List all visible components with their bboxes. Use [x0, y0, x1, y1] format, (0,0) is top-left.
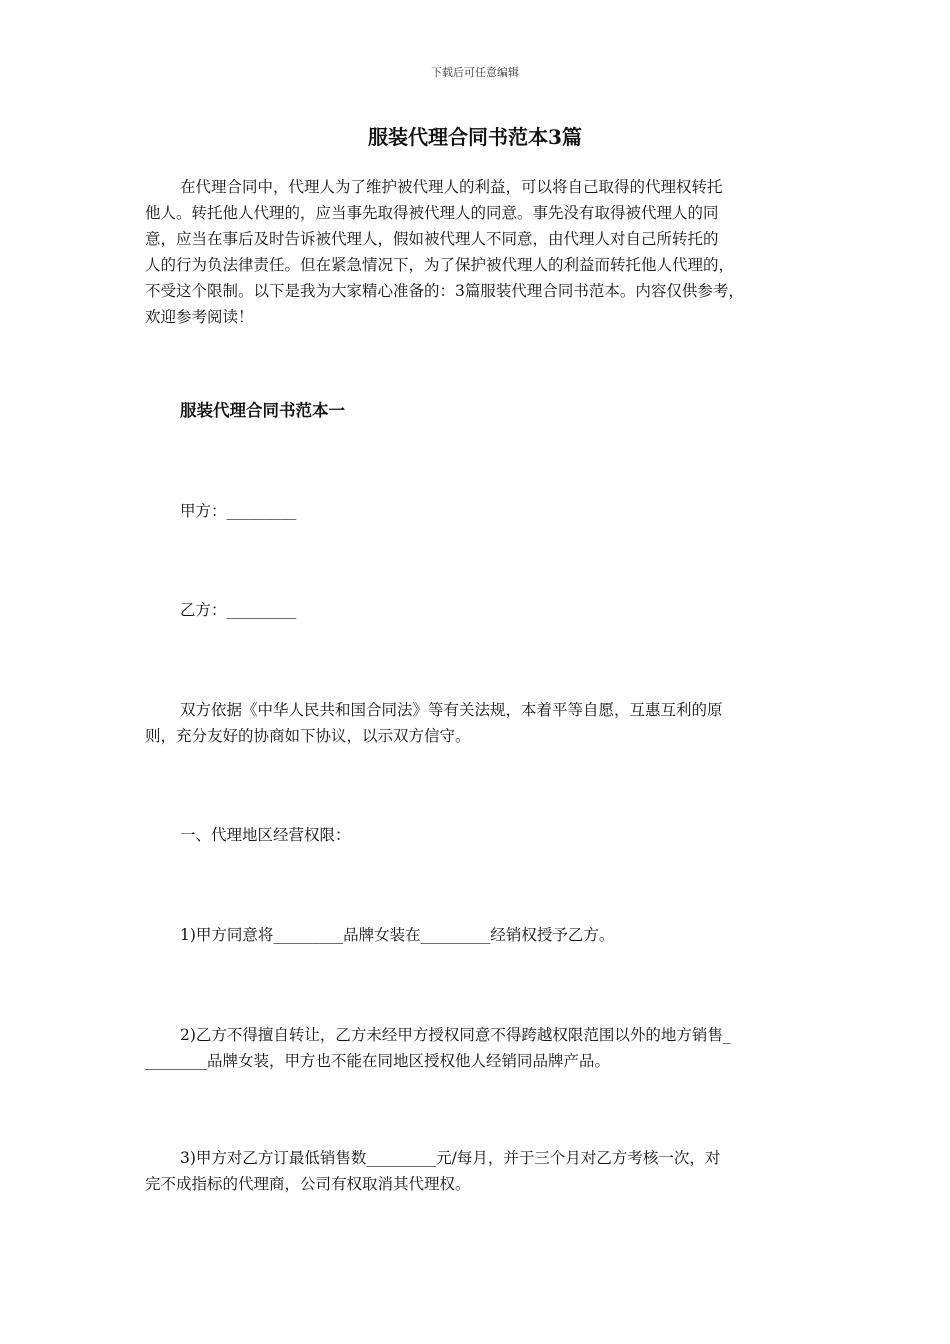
clause-heading: 一、代理地区经营权限： [180, 826, 351, 844]
header-note: 下载后可任意编辑 [431, 66, 519, 79]
item-1-line: 1)甲方同意将_________品牌女装在_________经销权授予乙方。 [180, 926, 615, 944]
item-3-line: 完不成指标的代理商，公司有权取消其代理权。 [145, 1175, 471, 1193]
intro-line: 人的行为负法律责任。但在紧急情况下，为了保护被代理人的利益而转托他人代理的， [145, 256, 735, 274]
intro-line: 不受这个限制。以下是我为大家精心准备的：3篇服装代理合同书范本。内容仅供参考， [145, 282, 744, 300]
intro-line: 欢迎参考阅读！ [145, 308, 254, 326]
basis-paragraph [145, 697, 825, 749]
party-b-text: 乙方：_________ [180, 601, 297, 619]
intro-paragraph [145, 174, 825, 330]
intro-line: 意，应当在事后及时告诉被代理人，假如被代理人不同意，由代理人对自己所转托的 [145, 230, 719, 248]
basis-line: 则，充分友好的协商如下协议，以示双方信守。 [145, 727, 471, 745]
item-1 [145, 922, 825, 948]
item-2-line: 2)乙方不得擅自转让，乙方未经甲方授权同意不得跨越权限范围以外的地方销售_ [180, 1026, 731, 1044]
basis-line: 双方依据《中华人民共和国合同法》等有关法规，本着平等自愿，互惠互利的原 [180, 701, 723, 719]
item-2 [145, 1022, 825, 1074]
document-title: 服装代理合同书范本3篇 [368, 125, 582, 149]
clause-heading-line [145, 822, 825, 848]
item-2-line: ________品牌女装，甲方也不能在同地区授权他人经销同品牌产品。 [145, 1052, 611, 1070]
party-a-text: 甲方：_________ [180, 502, 297, 520]
intro-line: 在代理合同中，代理人为了维护被代理人的利益，可以将自己取得的代理权转托 [180, 178, 723, 196]
party-a-line [145, 498, 825, 524]
item-3 [145, 1145, 825, 1197]
party-b-line [145, 597, 825, 623]
section-title: 服装代理合同书范本一 [180, 401, 345, 420]
intro-line: 他人。转托他人代理的，应当事先取得被代理人的同意。事先没有取得被代理人的同 [145, 204, 719, 222]
item-3-line: 3)甲方对乙方订最低销售数_________元/每月，并于三个月对乙方考核一次，对 [180, 1149, 721, 1167]
